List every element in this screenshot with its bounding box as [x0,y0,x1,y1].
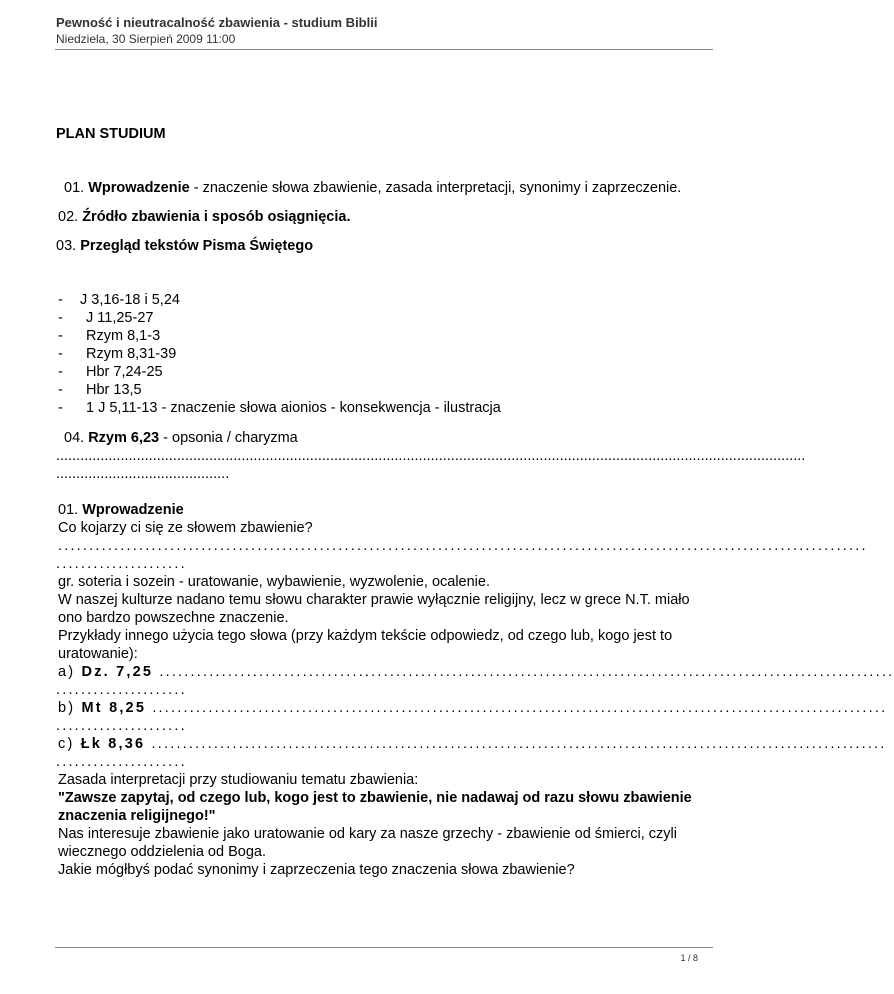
dotted-separator: .......................................................................................................................................................................................... [56,448,806,464]
document-title: Pewność i nieutracalność zbawienia - studium Biblii [56,15,378,30]
document-date: Niedziela, 30 Sierpień 2009 11:00 [56,32,236,46]
plan-item-1: 01. Wprowadzenie - znaczenie słowa zbawienie, zasada interpretacji, synonimy i zaprzeczenie. [64,180,682,196]
list-item: - J 11,25-27 [58,310,154,326]
footer-divider [55,947,713,948]
example-c: c) Łk 8,36 ...................................................................................................................... ..................... [56,736,887,770]
question-text: Co kojarzy ci się ze słowem zbawienie? [58,520,313,536]
document-body [56,125,894,879]
list-item: - Hbr 7,24-25 [58,364,163,380]
list-item: - 1 J 5,11-13 - znaczenie słowa aionios - konsekwencja - ilustracja [58,400,501,416]
plan-heading: PLAN STUDIUM [56,126,166,142]
example-a: a) Dz. 7,25 ...................................................................................................................... ..................... [56,664,894,698]
list-item: - Rzym 8,1-3 [58,328,161,344]
document-header [56,14,712,47]
interest-paragraph: Nas interesuje zbawienie jako uratowanie od kary za nasze grzechy - zbawienie od śmierci, czyli wiecznego oddzielenia od Boga. [58,826,677,860]
greek-terms: gr. soteria i sozein - uratowanie, wybawienie, wyzwolenie, ocalenie. [58,574,490,590]
principle-quote: "Zawsze zapytaj, od czego lub, kogo jest to zbawienie, nie nadawaj od razu słowu zbawienie znaczenia religijnego!" [58,790,692,824]
list-item: - Rzym 8,31-39 [58,346,177,362]
list-item: - J 3,16-18 i 5,24 [58,292,180,308]
header-divider [55,49,713,50]
examples-intro: Przykłady innego użycia tego słowa (przy każdym tekście odpowiedz, od czego lub, kogo jest to uratowanie): [58,628,673,662]
culture-paragraph: W naszej kulturze nadano temu słowu charakter prawie wyłącznie religijny, lecz w grece N.T. miało ono bardzo powszechne znaczenie. [58,592,690,626]
page-number: 1 / 8 [680,953,698,963]
scripture-list [56,291,716,417]
plan-item-2: 02. Źródło zbawienia i sposób osiągnięcia. [58,209,351,225]
principle-intro: Zasada interpretacji przy studiowaniu tematu zbawienia: [58,772,419,788]
list-item: - Hbr 13,5 [58,382,142,398]
example-b: b) Mt 8,25 ...................................................................................................................... ..................... [56,700,888,734]
plan-item-4: 04. Rzym 6,23 - opsonia / charyzma [64,430,298,446]
dotted-separator-tail: ........................................... [56,466,230,482]
plan-item-3: 03. Przegląd tekstów Pisma Świętego [56,238,314,254]
answer-line-tail: ..................... [56,556,187,572]
synonyms-question: Jakie mógłbyś podać synonimy i zaprzeczenia tego znaczenia słowa zbawienie? [58,862,575,878]
answer-line: .................................................................................................................................. [58,538,868,554]
section-heading: 01. Wprowadzenie [58,502,184,518]
